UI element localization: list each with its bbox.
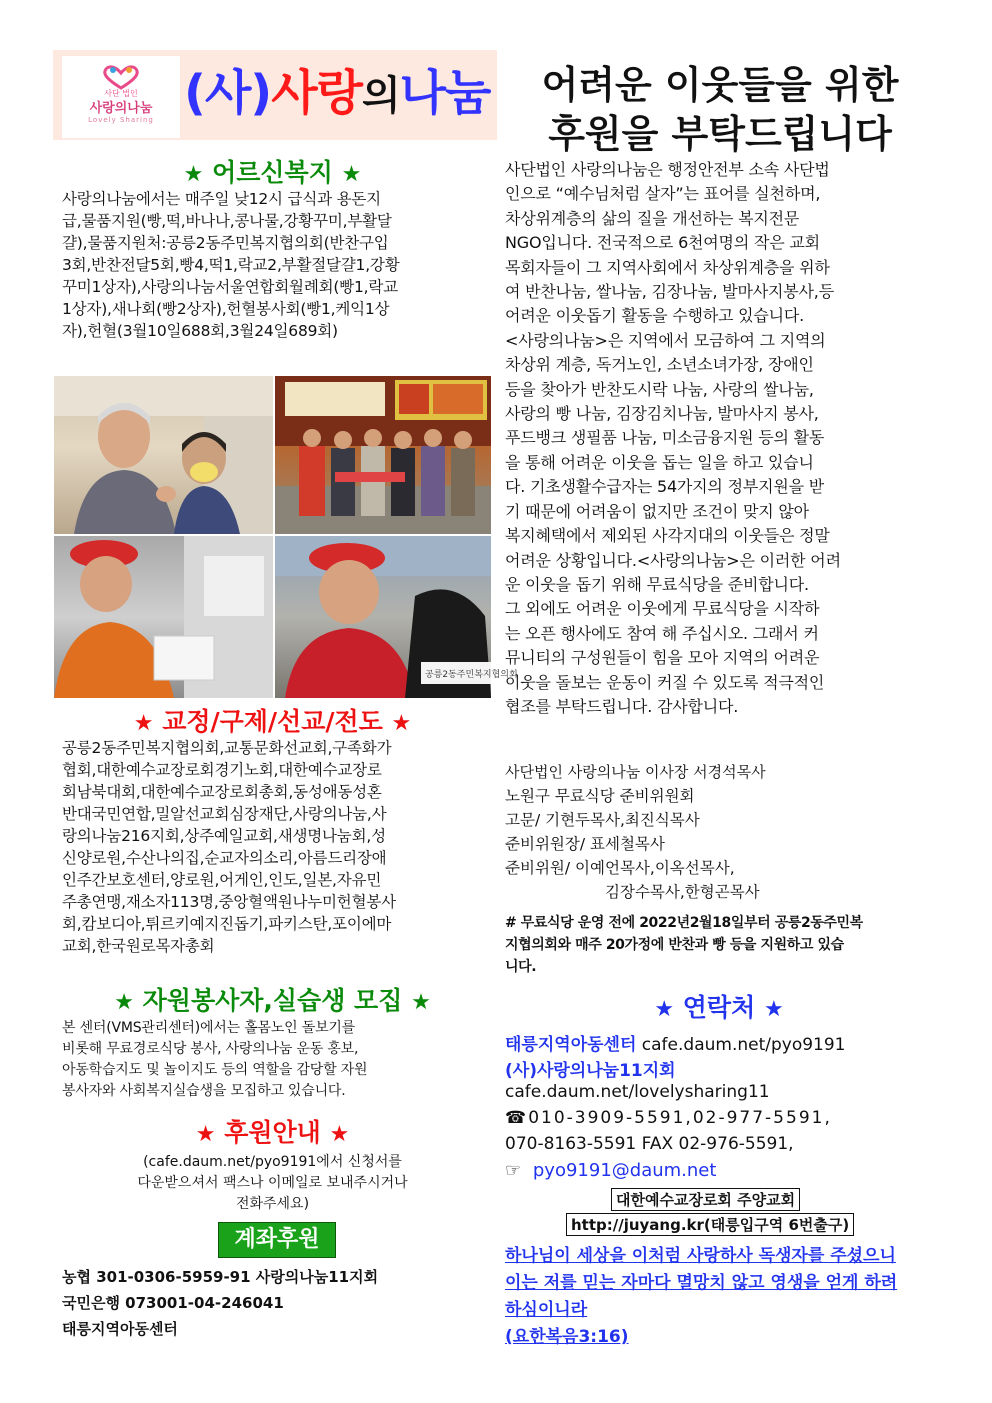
phones-line-2: 070-8163-5591 FAX 02-976-5591, [505, 1134, 794, 1154]
text-line: 차상위 계층, 독거노인, 소년소녀가장, 장애인 [505, 355, 814, 375]
elderly-text [62, 188, 490, 342]
logo-small-text: 사단 법인 [104, 89, 138, 98]
elderly-heading-text: 어르신복지 [212, 158, 333, 187]
org-name-part2: 의 [362, 73, 400, 119]
text-line: 인으로 “예수님처럼 살자”는 표어를 실천하며, [505, 184, 821, 204]
text-line: 1상자),새나회(빵2상자),헌혈봉사회(빵1,케익1상 [62, 300, 390, 318]
ministry-heading [54, 702, 491, 738]
account-line-1: 농협 301-0306-5959-91 사랑의나눔11지회 [62, 1268, 379, 1286]
org-name-part3: 나눔 [399, 65, 491, 121]
text-line: 어려운 이웃돕기 활동을 수행하고 있습니다. [505, 306, 805, 326]
photo-van-delivery [54, 536, 273, 698]
branch-url[interactable]: cafe.daum.net/lovelysharing11 [505, 1082, 770, 1102]
text-line: 그 외에도 어려운 이웃에게 무료식당을 시작하 [505, 599, 820, 619]
headline-line2: 후원을 부탁드립니다 [548, 112, 892, 156]
signature-line: 노원구 무료식당 준비위원회 [505, 787, 695, 805]
star-icon: ★ [411, 990, 431, 1015]
church-url[interactable]: http://juyang.kr(태릉입구역 6번출구) [566, 1213, 854, 1236]
text-line: (cafe.daum.net/pyo9191에서 신청서를 [143, 1154, 402, 1170]
star-icon: ★ [763, 997, 784, 1022]
photo-group-restaurant [275, 376, 491, 534]
photo-blood-donation [54, 376, 273, 534]
text-line: NGO입니다. 전국적으로 6천여명의 작은 교회 [505, 233, 820, 253]
org-name-part1: 사랑 [271, 65, 362, 121]
photo-grid [54, 376, 518, 698]
text-line: 사랑의나눔에서는 매주일 낮12시 급식과 용돈지 [62, 190, 381, 208]
email-link[interactable]: pyo9191@daum.net [532, 1160, 717, 1181]
text-line: 운 이웃을 돕기 위해 무료식당을 준비합니다. [505, 574, 809, 594]
verse-line-2: 이는 저를 믿는 자마다 멸망치 않고 영생을 얻게 하려 [505, 1273, 898, 1293]
donation-info [54, 1152, 491, 1215]
heart-logo-icon [98, 64, 144, 90]
logo-text: 사랑의나눔 [89, 101, 153, 116]
text-line: 기 때문에 어려움이 없지만 조건이 맞지 않아 [505, 501, 809, 521]
verse-line-1: 하나님이 세상을 이처럼 사랑하사 독생자를 주셨으니 [505, 1246, 896, 1266]
volunteer-heading [54, 981, 491, 1017]
signature-line: 김장수목사,한형곤목사 [605, 883, 760, 901]
star-icon: ★ [341, 162, 362, 187]
signature-block [505, 760, 933, 904]
star-icon: ★ [391, 711, 412, 736]
text-line: 자),헌혈(3월10일688회,3월24일689회) [62, 322, 338, 340]
photo-bag-delivery [275, 536, 518, 698]
text-line: 지협의회와 매주 20가정에 반찬과 빵 등을 지원하고 있습 [505, 937, 844, 953]
text-line: 회,캄보디아,튀르키예지진돕기,파키스탄,포이에마 [62, 915, 392, 933]
text-line: 어려운 상황입니다.<사랑의나눔>은 이러한 어려 [505, 550, 841, 570]
text-line: 공릉2동주민복지협의회,교통문화선교회,구족화가 [62, 739, 392, 757]
text-line: 걀),물품지원처:공릉2동주민복지협의회(반찬구입 [62, 234, 389, 252]
text-line: 주총연맹,재소자113명,중앙혈액원나누미헌혈봉사 [62, 893, 396, 911]
text-line: 교회,한국원로목자총회 [62, 937, 215, 955]
text-line: 을 통해 어려운 이웃을 돕는 일을 하고 있습니 [505, 452, 814, 472]
text-line: 이웃을 돌보는 운동이 커질 수 있도록 적극적인 [505, 672, 825, 692]
text-line: 다. 기초생활수급자는 54가지의 정부지원을 받 [505, 477, 824, 497]
logo-english: Lovely Sharing [88, 116, 154, 124]
verse-ref: (요한복음3:16) [505, 1327, 629, 1347]
text-line: 다운받으셔서 팩스나 이메일로 보내주시거나 [137, 1175, 408, 1191]
text-line: 전화주세요) [235, 1196, 310, 1212]
contact-heading [505, 988, 933, 1024]
photo-sign-text: 공릉2동주민복지협의회 [425, 670, 518, 680]
text-line: 반대국민연합,밀알선교회심장재단,사랑의나눔,사 [62, 805, 387, 823]
text-line: 신양로원,수산나의집,순교자의소리,아름드리장애 [62, 849, 387, 867]
text-line: 협회,대한예수교장로회경기노회,대한예수교장로 [62, 761, 382, 779]
phones-text-1: 010-3909-5591,02-977-5591, [528, 1108, 832, 1128]
ministry-text [62, 737, 490, 957]
star-icon: ★ [183, 162, 204, 187]
org-title [184, 54, 490, 123]
signature-line: 준비위원장/ 표세철목사 [505, 835, 665, 853]
text-line: 뮤니티의 구성원들이 힘을 모아 지역의 어려운 [505, 648, 820, 668]
account-label: 계좌후원 [218, 1222, 336, 1258]
verse-line-3: 하심이니라 [505, 1300, 588, 1320]
donation-heading-text: 후원안내 [224, 1118, 321, 1147]
center-name: 태릉지역아동센터 [505, 1035, 637, 1055]
branch-name: (사)사랑의나눔11지회 [505, 1061, 676, 1081]
mail-icon: ☞ [505, 1160, 522, 1181]
text-line: <사랑의나눔>은 지역에서 모금하여 그 지역의 [505, 330, 826, 350]
text-line: 본 센터(VMS관리센터)에서는 홀몸노인 돌보기를 [62, 1020, 356, 1036]
signature-line: 준비위원/ 이예언목사,이옥선목사, [505, 859, 735, 877]
text-line: 복지혜택에서 제외된 사각지대의 이웃들은 정말 [505, 526, 830, 546]
elderly-heading [54, 153, 491, 189]
email-line [505, 1160, 716, 1181]
headline-line1: 어려운 이웃들을 위한 [541, 63, 899, 107]
text-line: 푸드뱅크 생필품 나눔, 미소금융지원 등의 활동 [505, 428, 825, 448]
text-line: 아동학습지도 및 놀이지도 등의 역할을 감당할 자원 [62, 1062, 368, 1078]
text-line: 급,물품지원(빵,떡,바나나,콩나물,강황꾸미,부활달 [62, 212, 392, 230]
signature-line: 고문/ 기현두목사,최진식목사 [505, 811, 700, 829]
phones-line-1 [505, 1108, 832, 1128]
account-line-3: 태릉지역아동센터 [62, 1320, 178, 1338]
phone-icon: ☎ [505, 1108, 529, 1128]
text-line: 니다. [505, 959, 537, 975]
text-line: 랑의나눔216지회,상주예일교회,새생명나눔회,성 [62, 827, 386, 845]
text-line: 봉사자와 사회복지실습생을 모집하고 있습니다. [62, 1083, 346, 1099]
star-icon: ★ [133, 711, 154, 736]
signature-line: 사단법인 사랑의나눔 이사장 서경석목사 [505, 763, 766, 781]
text-line: 꾸미1상자),사랑의나눔서울연합회월례회(빵1,락교 [62, 278, 398, 296]
center-url[interactable]: cafe.daum.net/pyo9191 [641, 1035, 846, 1055]
ministry-heading-text: 교정/구제/선교/전도 [162, 707, 383, 736]
text-line: 사단법인 사랑의나눔은 행정안전부 소속 사단법 [505, 160, 830, 179]
text-line: 회남북대회,대한예수교장로회총회,동성애동성혼 [62, 783, 382, 801]
text-line: 인주간보호센터,양로원,어게인,인도,일본,자유민 [62, 871, 382, 889]
donation-heading [54, 1113, 491, 1149]
center-contact [505, 1030, 846, 1055]
contact-heading-text: 연락처 [682, 993, 756, 1022]
intro-text [505, 158, 933, 719]
star-icon: ★ [195, 1122, 216, 1147]
text-line: 는 오픈 행사에도 참여 해 주십시오. 그래서 커 [505, 623, 819, 643]
text-line: 사랑의 빵 나눔, 김장김치나눔, 발마사지 봉사, [505, 404, 819, 424]
star-icon: ★ [654, 997, 675, 1022]
text-line: 차상위계층의 삶의 질을 개선하는 복지전문 [505, 208, 800, 228]
text-line: 비롯해 무료경로식당 봉사, 사랑의나눔 운동 홍보, [62, 1041, 359, 1057]
text-line: 목회자들이 그 지역사회에서 차상위계층을 위하 [505, 257, 830, 277]
text-line: 등을 찾아가 반찬도시락 나눔, 사랑의 쌀나눔, [505, 379, 814, 399]
star-icon: ★ [114, 990, 134, 1015]
church-name: 대한예수교장로회 주양교회 [611, 1188, 800, 1211]
account-line-2: 국민은행 073001-04-246041 [62, 1294, 284, 1312]
org-prefix: (사) [184, 65, 272, 121]
text-line: 3회,반찬전달5회,빵4,떡1,락교2,부활절달걀1,강황 [62, 256, 400, 274]
note-block [505, 912, 935, 978]
star-icon: ★ [329, 1122, 350, 1147]
text-line: 협조를 부탁드립니다. 감사합니다. [505, 696, 739, 716]
volunteer-text [62, 1018, 490, 1102]
text-line: 여 반찬나눔, 쌀나눔, 김장나눔, 발마사지봉사,등 [505, 282, 834, 302]
volunteer-heading-text: 자원봉사자,실습생 모집 [142, 986, 403, 1015]
text-line: # 무료식당 운영 전에 2022년2월18일부터 공릉2동주민복 [505, 915, 863, 931]
